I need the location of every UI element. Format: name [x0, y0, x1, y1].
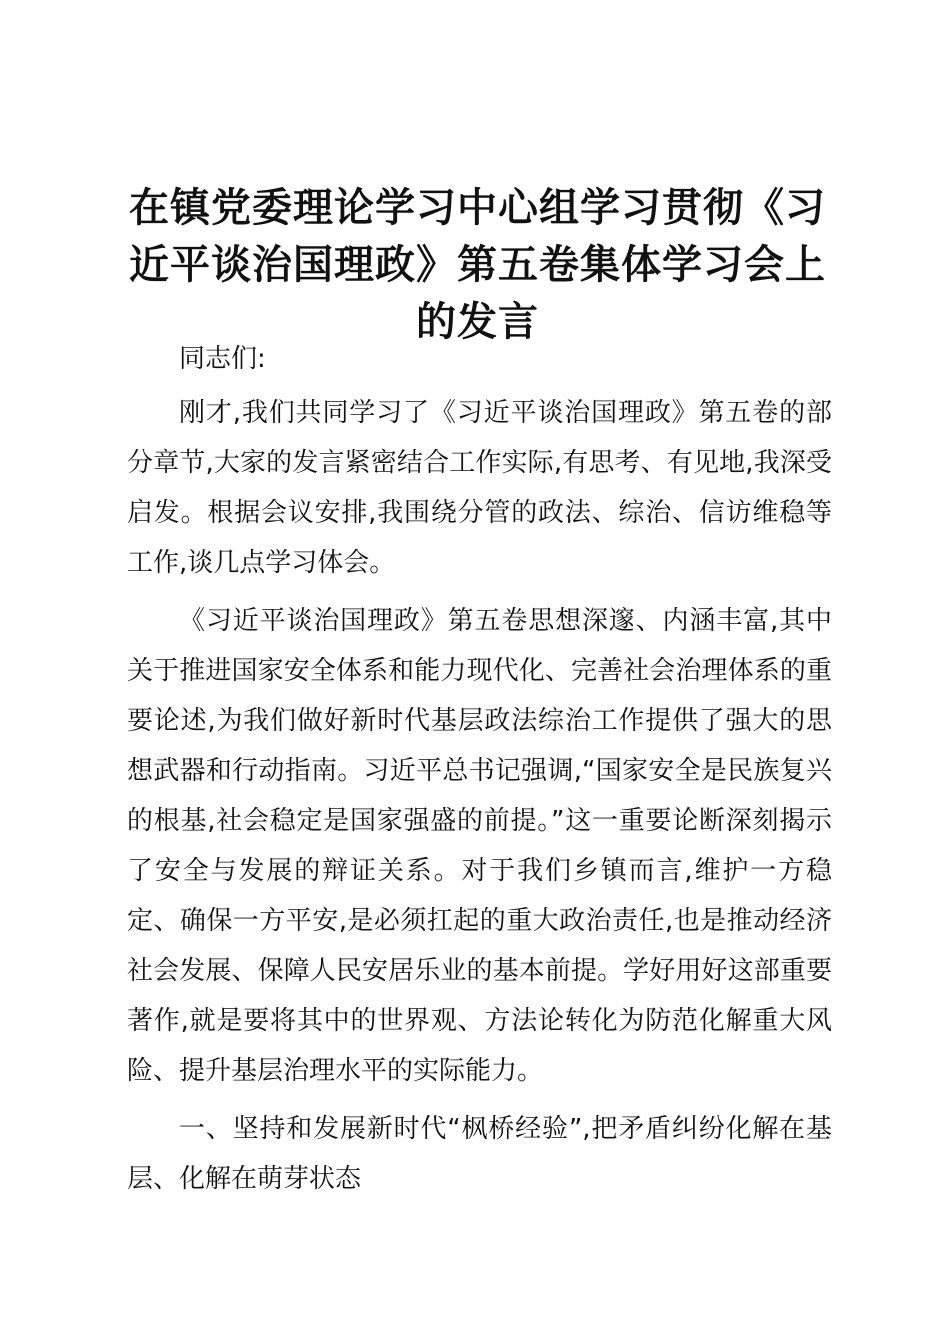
body-paragraph: 刚才,我们共同学习了《习近平谈治国理政》第五卷的部分章节,大家的发言紧密结合工作实际,有思考、有见地,我深受启发。根据会议安排,我围绕分管的政法、综治、信访维稳等工作,谈几点学习体会。 — [127, 398, 832, 578]
document-body — [127, 334, 832, 1212]
body-paragraph: 《习近平谈治国理政》第五卷思想深邃、内涵丰富,其中关于推进国家安全体系和能力现代化、完善社会治理体系的重要论述,为我们做好新时代基层政法综治工作提供了强大的思想武器和行动指南。习近平总书记强调,“国家安全是民族复兴的根基,社会稳定是国家强盛的前提。”这一重要论断深刻揭示了安全与发展的辩证关系。对于我们乡镇而言,维护一方稳定、确保一方平安,是必须扛起的重大政治责任,也是推动经济社会发展、保障人民安居乐业的基本前提。学好用好这部重要著作,就是要将其中的世界观、方法论转化为防范化解重大风险、提升基层治理水平的实际能力。 — [127, 606, 832, 1086]
salutation: 同志们: — [179, 344, 266, 374]
document-title: 在镇党委理论学习中心组学习贯彻《习近平谈治国理政》第五卷集体学习会上的发言 — [129, 185, 826, 345]
section-heading: 一、坚持和发展新时代“枫桥经验”,把矛盾纠纷化解在基层、化解在萌芽状态 — [127, 1114, 832, 1194]
